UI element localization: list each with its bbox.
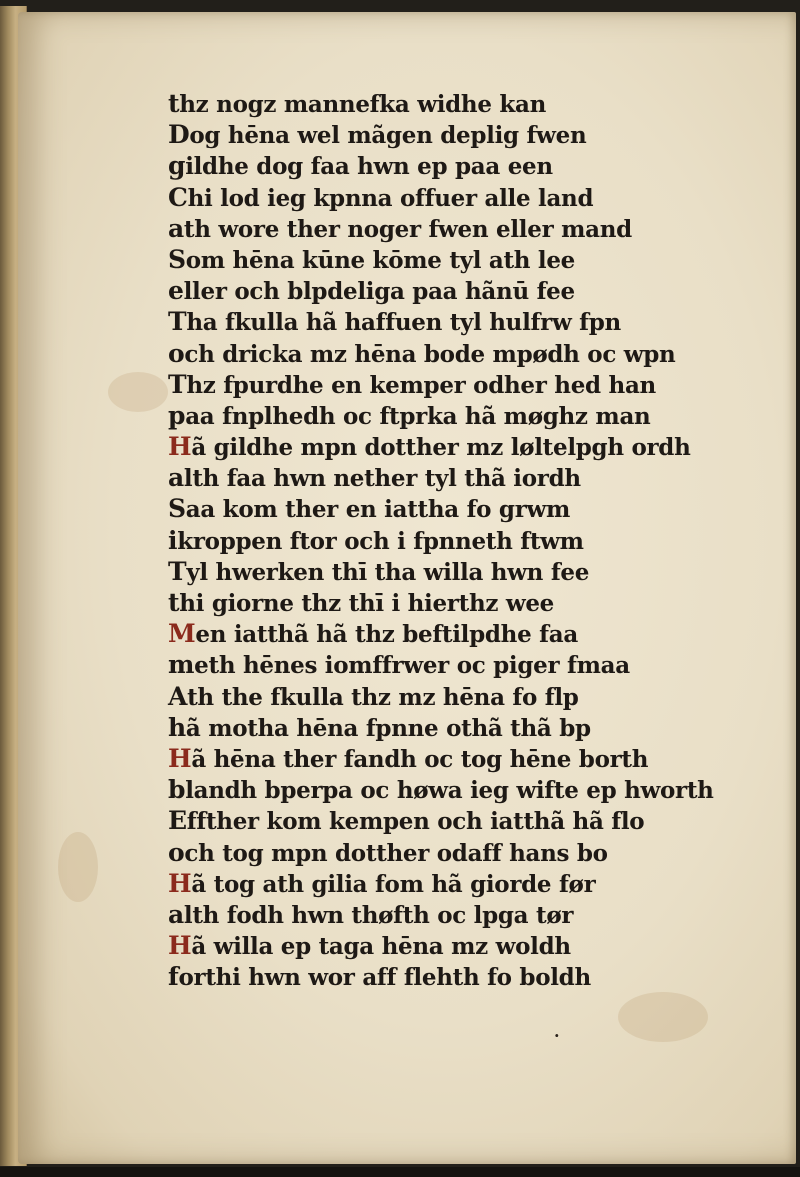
verse-line	[168, 213, 728, 244]
verse-line	[168, 930, 728, 961]
paper-stain	[58, 832, 98, 902]
line-text: ã motha hēna fpnne othã thã bp	[185, 714, 591, 742]
line-text: en iatthã hã thz beftilpdhe faa	[195, 621, 578, 649]
line-text: aa fnplhedh oc ftprka hã møghz man	[185, 402, 651, 430]
line-text: ffther kom kempen och iatthã hã flo	[186, 808, 645, 836]
line-initial-letter: t	[168, 89, 180, 118]
line-initial-letter: h	[168, 712, 186, 742]
line-text: lth fodh hwn thøfth oc lpga tør	[183, 901, 574, 929]
line-initial-letter: T	[168, 307, 187, 337]
line-initial-letter: g	[168, 151, 186, 181]
verse-line	[168, 525, 728, 556]
scan-bottom-edge	[0, 1167, 800, 1177]
line-initial-letter: p	[168, 400, 186, 430]
verse-line	[168, 493, 728, 524]
line-initial-letter: C	[168, 182, 188, 212]
line-text: orthi hwn wor aff flehth fo boldh	[178, 964, 591, 992]
line-initial-letter: E	[168, 806, 187, 836]
line-initial-letter: T	[168, 369, 187, 399]
line-initial-letter: t	[168, 588, 180, 617]
verse-line	[168, 244, 728, 275]
line-text: ã hēna ther fandh oc tog hēne borth	[191, 745, 649, 773]
verse-line	[168, 899, 728, 930]
printed-text-block	[168, 88, 728, 992]
line-text: ã tog ath gilia fom hã giorde før	[191, 870, 596, 898]
verse-line	[168, 306, 728, 337]
verse-line	[168, 556, 728, 587]
line-initial-letter: H	[168, 868, 192, 898]
line-initial-letter: i	[168, 525, 178, 555]
line-text: th the fkulla thz mz hēna fo flp	[187, 683, 579, 711]
line-initial-letter: a	[168, 213, 184, 243]
line-initial-letter: b	[168, 775, 186, 805]
verse-line	[168, 868, 728, 899]
line-initial-letter: H	[168, 432, 192, 462]
line-text: kroppen ftor och i fpnneth ftwm	[177, 527, 584, 555]
line-text: yl hwerken thī tha willa hwn fee	[186, 558, 590, 586]
line-text: ildhe dog faa hwn ep paa een	[185, 153, 553, 181]
line-initial-letter: o	[168, 338, 185, 368]
verse-line	[168, 275, 728, 306]
verse-line	[168, 961, 728, 992]
verse-line	[168, 712, 728, 743]
line-text: ller och blpdeliga paa hãnū fee	[183, 278, 575, 306]
line-initial-letter: f	[168, 962, 179, 992]
verse-line	[168, 681, 728, 712]
line-text: ã gildhe mpn dotther mz løltelpgh ordh	[191, 434, 691, 462]
line-initial-letter: T	[168, 556, 187, 586]
line-initial-letter: o	[168, 837, 185, 867]
line-initial-letter: D	[168, 120, 190, 150]
verse-line	[168, 431, 728, 462]
verse-line	[168, 400, 728, 431]
line-text: th wore ther noger fwen eller mand	[183, 215, 632, 243]
paper-stain	[108, 372, 168, 412]
line-text: ch dricka mz hēna bode mpødh oc wpn	[184, 340, 676, 368]
verse-line	[168, 618, 728, 649]
line-text: hi lod ieg kpnna offuer alle land	[187, 184, 594, 212]
verse-line	[168, 587, 728, 618]
line-initial-letter: H	[168, 743, 192, 773]
line-initial-letter: M	[168, 619, 196, 649]
verse-line	[168, 369, 728, 400]
line-initial-letter: a	[168, 463, 184, 493]
line-initial-letter: H	[168, 931, 192, 961]
verse-line	[168, 119, 728, 150]
verse-line	[168, 837, 728, 868]
line-initial-letter: m	[168, 650, 195, 680]
verse-line	[168, 88, 728, 119]
verse-line	[168, 805, 728, 836]
line-initial-letter: S	[168, 244, 186, 274]
verse-line	[168, 182, 728, 213]
line-text: hi giorne thz thī i hierthz wee	[179, 590, 554, 617]
line-initial-letter: S	[168, 494, 186, 524]
line-initial-letter: A	[168, 681, 188, 711]
verse-line	[168, 462, 728, 493]
line-text: ha fkulla hã haffuen tyl hulfrw fpn	[186, 309, 621, 337]
line-text: og hēna wel mãgen deplig fwen	[189, 122, 587, 150]
line-text: om hēna kūne kōme tyl ath lee	[185, 246, 576, 274]
verse-line	[168, 338, 728, 369]
verse-line	[168, 743, 728, 774]
line-text: hz nogz mannefka widhe kan	[179, 91, 547, 118]
paper-stain	[618, 992, 708, 1042]
line-text: landh bperpa oc høwa ieg wifte ep hworth	[185, 777, 714, 805]
catchword-mark: ·	[554, 1026, 560, 1045]
line-text: hz fpurdhe en kemper odher hed han	[186, 371, 656, 399]
line-text: ch tog mpn dotther odaff hans bo	[184, 839, 608, 867]
verse-line	[168, 649, 728, 680]
line-text: eth hēnes iomffrwer oc piger fmaa	[194, 652, 630, 680]
verse-line	[168, 150, 728, 181]
line-text: lth faa hwn nether tyl thã iordh	[183, 465, 581, 493]
line-text: aa kom ther en iattha fo grwm	[185, 496, 571, 524]
line-text: ã willa ep taga hēna mz woldh	[191, 933, 571, 961]
line-initial-letter: a	[168, 899, 184, 929]
line-initial-letter: e	[168, 276, 184, 306]
verse-line	[168, 774, 728, 805]
